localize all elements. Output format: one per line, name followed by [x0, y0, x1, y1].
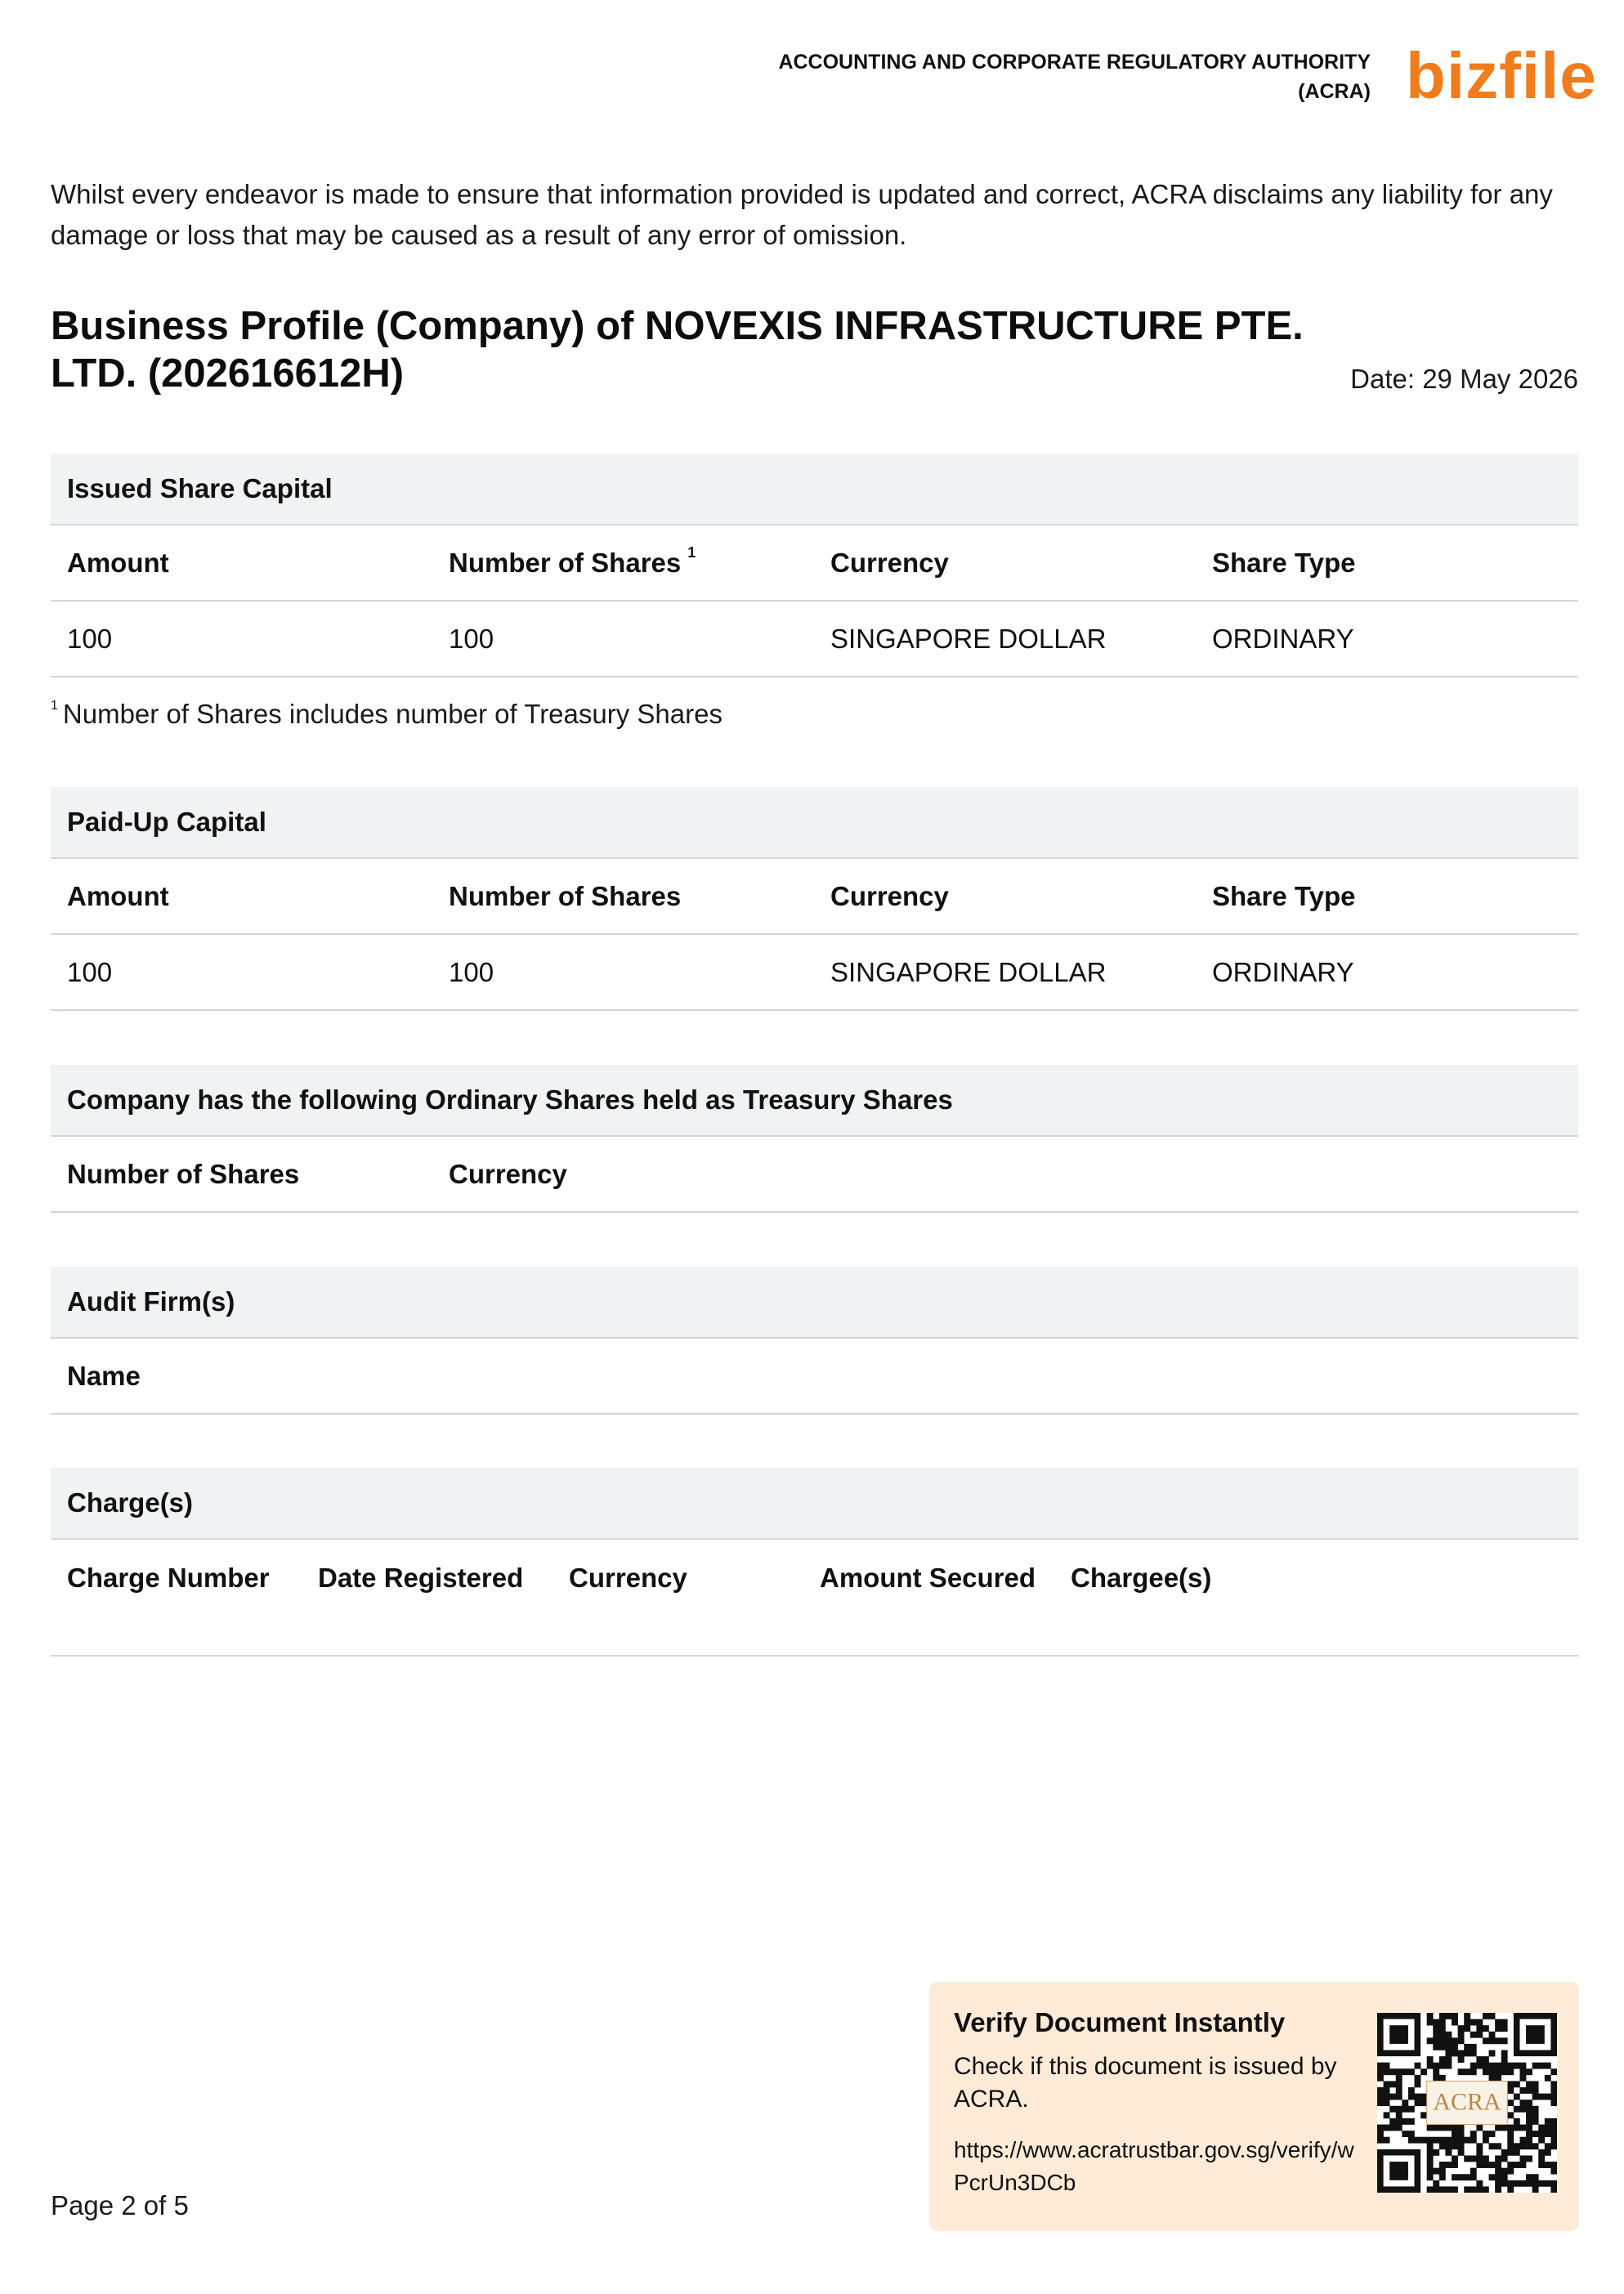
table-row: [51, 601, 1578, 677]
verify-url-link[interactable]: https://www.acratrustbar.gov.sg/verify/wPcrUn3DCb: [954, 2137, 1354, 2195]
footnote-marker: 1: [687, 543, 696, 561]
verify-title: Verify Document Instantly: [954, 2007, 1286, 2037]
section-heading: Charge(s): [51, 1468, 1578, 1540]
cell-currency: SINGAPORE DOLLAR: [830, 956, 1107, 987]
table-header-row: [51, 525, 1578, 601]
footnote-marker: 1: [51, 699, 58, 713]
column-header-amount-secured: Amount Secured: [820, 1563, 1036, 1593]
treasury-shares-section: [51, 1065, 1578, 1213]
issued-share-capital-section: [51, 454, 1578, 730]
section-heading: Paid-Up Capital: [51, 787, 1578, 859]
footnote: [51, 677, 1578, 730]
verify-description: Check if this document is issued by ACRA.: [954, 2053, 1337, 2113]
section-heading: Issued Share Capital: [51, 454, 1578, 525]
page-title: Business Profile (Company) of NOVEXIS INFRASTRUCTURE PTE. LTD. (202616612H): [51, 304, 1304, 396]
cell-amount: 100: [67, 956, 113, 987]
cell-amount: 100: [67, 623, 113, 654]
bizfile-logo: bizfile: [1406, 39, 1597, 112]
column-header-currency: Currency: [569, 1563, 687, 1593]
column-header-label: Number of Shares: [449, 547, 682, 578]
qr-code-icon[interactable]: [1377, 2013, 1557, 2193]
column-header-name: Name: [67, 1360, 141, 1391]
cell-number-of-shares: 100: [449, 623, 494, 654]
column-header-number-of-shares: [449, 543, 830, 579]
authority-name: [635, 47, 1371, 106]
authority-line-1: ACCOUNTING AND CORPORATE REGULATORY AUTHORITY: [778, 51, 1371, 74]
section-heading: Audit Firm(s): [51, 1267, 1578, 1339]
column-header-amount: Amount: [67, 547, 169, 578]
column-header-date-registered: Date Registered: [318, 1563, 524, 1593]
cell-share-type: ORDINARY: [1212, 956, 1354, 987]
footnote-text: Number of Shares includes number of Treasury Shares: [62, 699, 723, 729]
cell-currency: SINGAPORE DOLLAR: [830, 623, 1107, 654]
table-header-row: [51, 859, 1578, 935]
paid-up-capital-section: [51, 787, 1578, 1011]
authority-line-2: (ACRA): [1298, 80, 1371, 103]
column-header-chargees: Chargee(s): [1071, 1563, 1212, 1593]
column-header-amount: Amount: [67, 880, 169, 911]
table-row: [51, 935, 1578, 1011]
column-header-share-type: Share Type: [1212, 547, 1356, 578]
table-header-row: [51, 1540, 1578, 1657]
column-header-share-type: Share Type: [1212, 880, 1356, 911]
verify-document-box: [929, 1982, 1579, 2231]
column-header-currency: Currency: [449, 1158, 567, 1189]
column-header-charge-number: Charge Number: [67, 1563, 270, 1593]
cell-share-type: ORDINARY: [1212, 623, 1354, 654]
page-number: Page 2 of 5: [51, 2190, 189, 2220]
column-header-number-of-shares: Number of Shares: [449, 880, 682, 911]
charges-section: [51, 1468, 1578, 1657]
disclaimer: Whilst every endeavor is made to ensure that information provided is updated and correct, ACRA disclaims any liability for any damage or loss that may be caused as a result of any error of omission.: [51, 179, 1553, 250]
svg-text:ACRA: ACRA: [1433, 2088, 1501, 2116]
cell-number-of-shares: 100: [449, 956, 494, 987]
document-date: Date: 29 May 2026: [1350, 364, 1578, 394]
column-header-currency: Currency: [830, 547, 949, 578]
section-heading: Company has the following Ordinary Shares held as Treasury Shares: [51, 1065, 1578, 1137]
table-header-row: [51, 1339, 1578, 1415]
audit-firms-section: [51, 1267, 1578, 1415]
column-header-number-of-shares: Number of Shares: [67, 1158, 300, 1189]
column-header-currency: Currency: [830, 880, 949, 911]
table-header-row: [51, 1137, 1578, 1213]
